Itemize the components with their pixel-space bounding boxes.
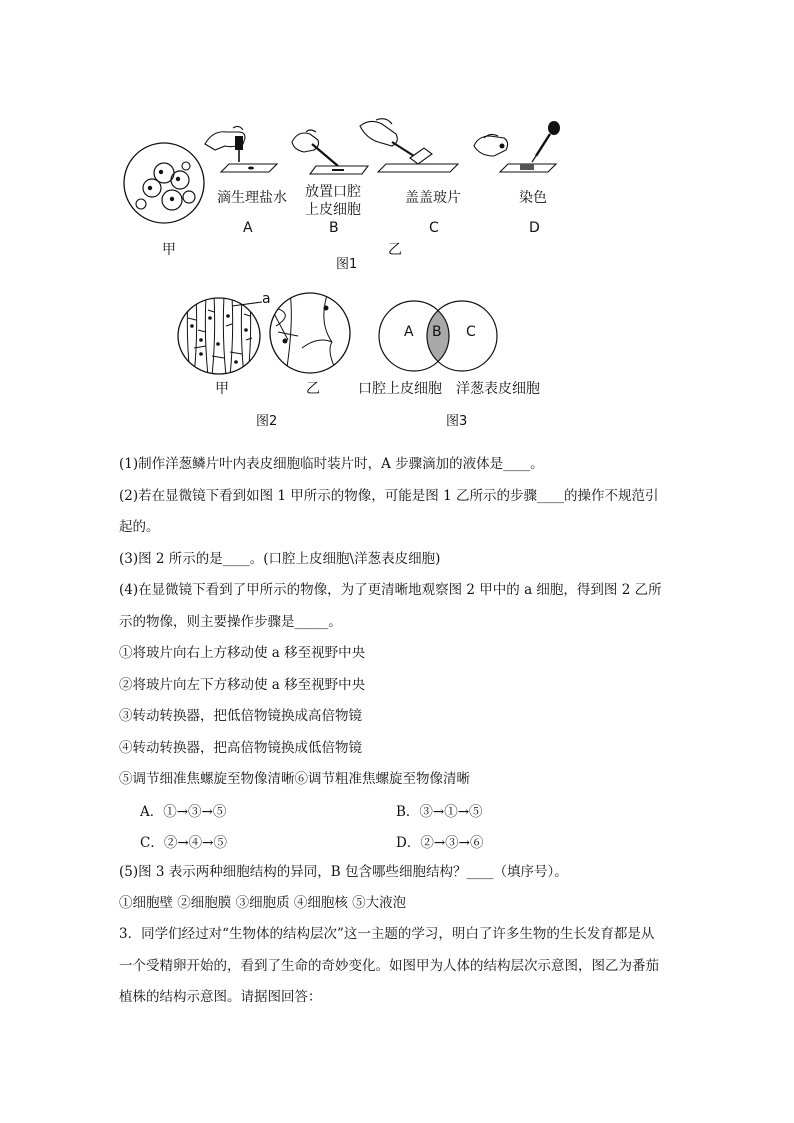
fig1-jia-label: 甲 [162,242,176,258]
question-4-line2: 示的物像，则主要操作步骤是_____。 [119,614,342,630]
choice-c: C．②→④→⑤ [140,835,227,851]
fig1-step-a-dropper-icon [203,124,283,176]
question-4-option-5-6: ⑤调节细准焦螺旋至物像清晰⑥调节粗准焦螺旋至物像清晰 [119,771,470,787]
fig1-step-a-label: 滴生理盐水 [217,190,287,206]
question-1: (1)制作洋葱鳞片叶内表皮细胞临时装片时，A 步骤滴加的液体是____。 [119,456,544,472]
item-3-line3: 植株的结构示意图。请据图回答： [119,989,322,1005]
fig1-step-d-stain-dropper-icon [470,120,566,180]
fig2-yi-label: 乙 [306,381,320,397]
fig1-step-c-coverslip-icon [356,118,462,176]
choice-a: A．①→③→⑤ [140,804,227,820]
item-3-line1: 3．同学们经过对“生物体的结构层次”这一主题的学习，明白了许多生物的生长发育都是从 [119,926,655,942]
question-4-option-1: ①将玻片向右上方移动使 a 移至视野中央 [119,645,366,661]
fig1-step-b-label-line2: 上皮细胞 [305,202,361,218]
question-4-option-3: ③转动转换器，把低倍物镜换成高倍物镜 [119,708,362,724]
fig3-label-a: A [404,324,414,340]
fig1-letter-d: D [529,220,540,236]
fig1-letter-c: C [429,220,439,236]
question-2-line1: (2)若在显微镜下看到如图 1 甲所示的物像，可能是图 1 乙所示的步骤____的操作不规范引 [119,488,659,504]
fig1-letter-b: B [329,220,339,236]
fig1-jia-microscope-view [118,142,210,224]
fig1-letter-a: A [243,220,253,236]
fig2-jia-label: 甲 [215,381,229,397]
choice-b: B．③→①→⑤ [396,804,483,820]
fig3-caption: 图3 [446,414,468,429]
question-5: (5)图 3 表示两种细胞结构的异同，B 包含哪些细胞结构？____（填序号）。 [119,864,568,880]
question-4-option-4: ④转动转换器，把高倍物镜换成低倍物镜 [119,740,362,756]
fig2-yi-highpower-view [268,292,352,374]
question-4-option-2: ②将玻片向左下方移动使 a 移至视野中央 [119,677,366,693]
fig1-caption: 图1 [336,257,358,272]
fig2-caption: 图2 [256,414,278,429]
fig2-pointer-a: a [262,291,271,307]
fig1-step-c-label: 盖盖玻片 [405,190,461,206]
question-5-options: ①细胞壁 ②细胞膜 ③细胞质 ④细胞核 ⑤大液泡 [119,895,407,911]
question-4-line1: (4)在显微镜下看到了甲所示的物像，为了更清晰地观察图 2 甲中的 a 细胞，得到图 2 乙所 [119,582,662,598]
fig3-label-b: B [432,324,442,340]
item-3-line2: 一个受精卵开始的，看到了生命的奇妙变化。如图甲为人体的结构层次示意图，图乙为番茄 [119,958,659,974]
question-3: (3)图 2 所示的是____。(口腔上皮细胞\洋葱表皮细胞) [119,551,441,567]
choice-d: D．②→③→⑥ [396,835,484,851]
fig3-right-label: 洋葱表皮细胞 [456,381,540,397]
fig3-label-c: C [466,324,476,340]
fig3-left-label: 口腔上皮细胞 [358,381,442,397]
question-2-line2: 起的。 [119,519,160,535]
fig1-step-d-label: 染色 [519,190,547,206]
fig1-step-b-label-line1: 放置口腔 [305,184,361,200]
fig1-yi-label: 乙 [388,242,402,258]
fig2-jia-onion-cells-view [176,296,262,376]
